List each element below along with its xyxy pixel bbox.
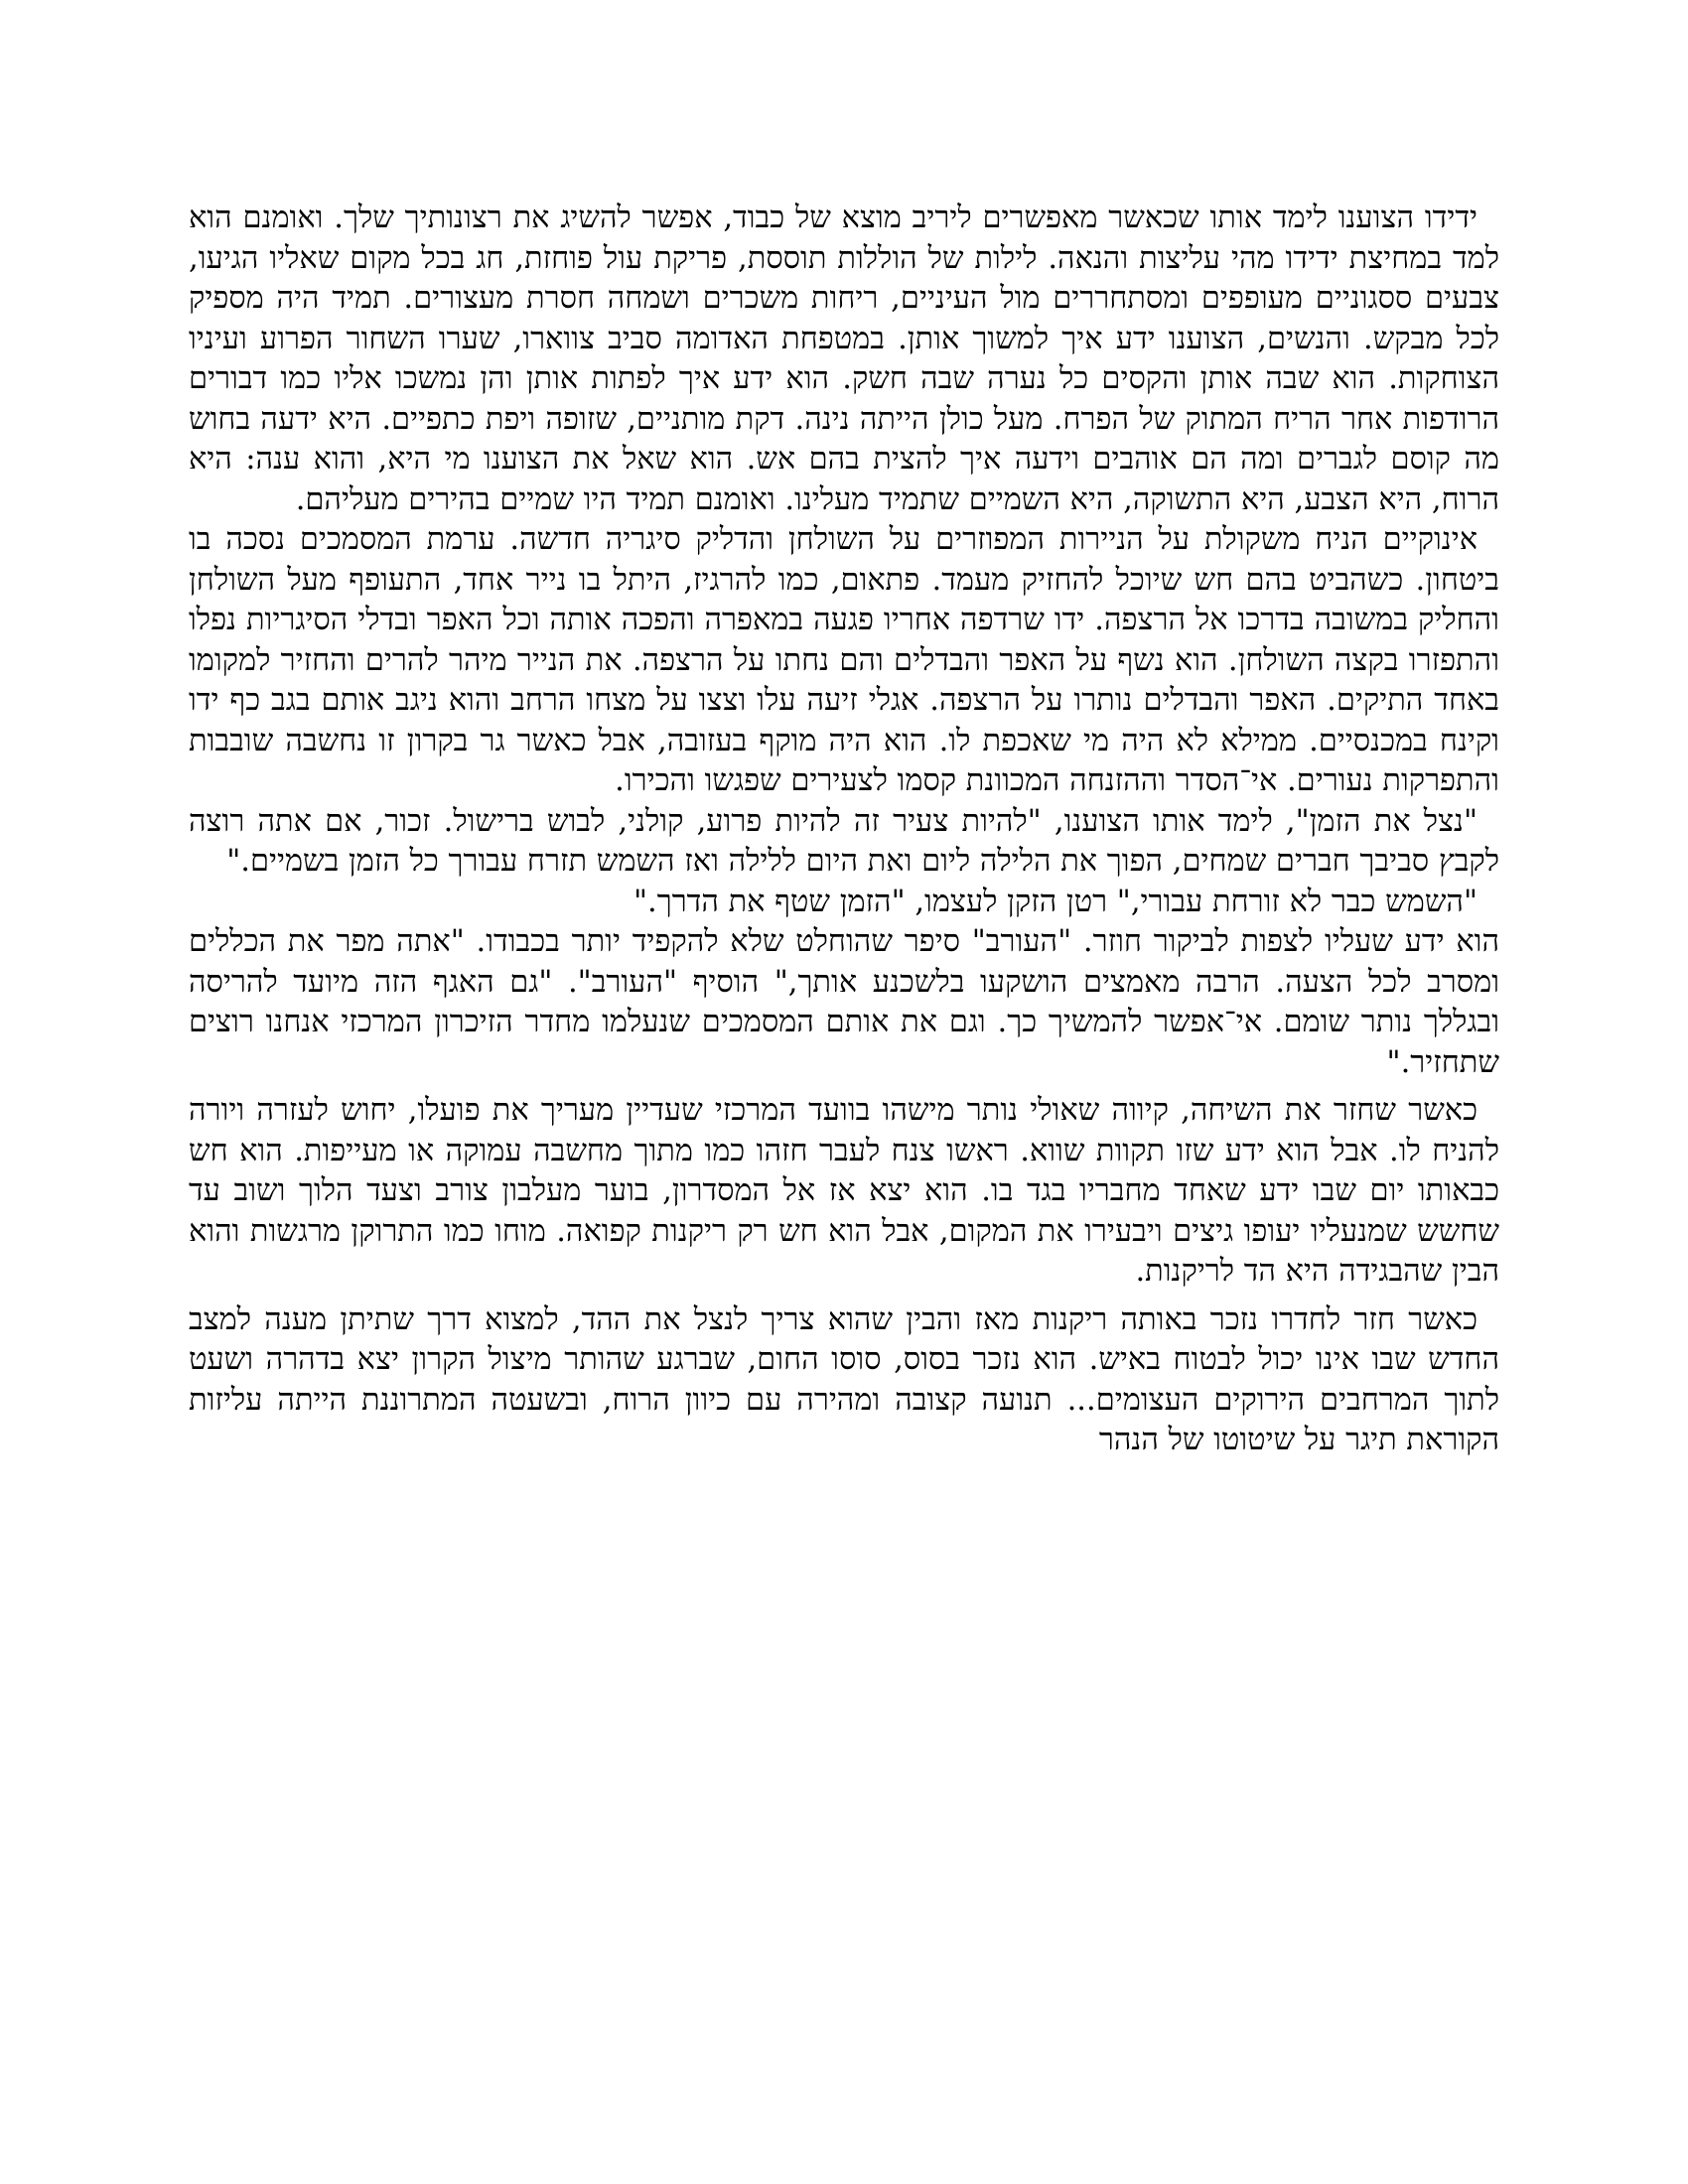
paragraph: הוא ידע שעליו לצפות לביקור חוזר. "העורב" סיפר שהוחלט שלא להקפיד יותר בכבודו. "אתה מפר את הכללים ומסרב לכל הצעה. הרבה מאמצים הושקעו בלשכנע אותך," הוסיף "העורב". "גם האגף הזה מיועד להריסה ובגללך נותר שומם. אי־אפשר להמשיך כך. וגם את אותם המסמכים שנעלמו מחדר הזיכרון המרכזי אנחנו רוצים שתחזיר." — [189, 924, 1499, 1080]
paragraph: "נצל את הזמן", לימד אותו הצוענו, "להיות צעיר זה להיות פרוע, קולני, לבוש ברישול. זכור, אם אתה רוצה לקבץ סביבך חברים שמחים, הפוך את הלילה ליום ואת היום ללילה ואז השמש תזרח עבורך כל הזמן בשמיים." — [189, 803, 1499, 879]
paragraph: "השמש כבר לא זורחת עבורי," רטן הזקן לעצמו, "הזמן שטף את הדרך." — [633, 884, 1477, 919]
paragraph: אינוקיים הניח משקולת על הניירות המפוזרים על השולחן והדליק סיגריה חדשה. ערמת המסמכים נסכה בו ביטחון. כשהביט בהם חש שיוכל להחזיק מעמד. פתאום, כמו להרגיז, היתל בו נייר אחד, התעופף מעל השולחן והחליק במשובה בדרכו אל הרצפה. ידו שרדפה אחריו פגעה במאפרה והפכה אותה וכל האפר ובדלי הסיגריות נפלו והתפזרו בקצה השולחן. הוא נשף על האפר והבדלים והם נחתו על הרצפה. את הנייר מיהר להרים והחזיר למקומו באחד התיקים. האפר והבדלים נותרו על הרצפה. אגלי זיעה עלו וצצו על מצחו הרחב והוא ניגב אותם בגב כף ידו וקינח במכנסיים. ממילא לא היה מי שאכפת לו. הוא היה מוקף בעזובה, אבל כאשר גר בקרון זו נחשבה שובבות והתפרקות נעורים. אי־הסדר וההזנחה המכוונת קסמו לצעירים שפגשו והכירו. — [189, 522, 1499, 798]
paragraph: ידידו הצוענו לימד אותו שכאשר מאפשרים ליריב מוצא של כבוד, אפשר להשיג את רצונותיך שלך. ואומנם הוא למד במחיצת ידידו מהי עליצות והנאה. לילות של הוללות תוססת, פריקת עול פוחזת, חג בכל מקום שאליו הגיעו, צבעים ססגוניים מעופפים ומסתחררים מול העיניים, ריחות משכרים ושמחה חסרת מעצורים. תמיד היה מספיק לכל מבקש. והנשים, הצוענו ידע איך למשוך אותן. במטפחת האדומה סביב צווארו, שערו השחור הפרוע ועיניו הצוחקות. הוא שבה אותן והקסים כל נערה שבה חשק. הוא ידע איך לפתות אותן והן נמשכו אליו כמו דבורים הרודפות אחר הריח המתוק של הפרח. מעל כולן הייתה נינה. דקת מותניים, שזופה ויפת כתפיים. היא ידעה בחוש מה קוסם לגברים ומה הם אוהבים וידעה איך להצית בהם אש. הוא שאל את הצוענו מי היא, והוא ענה: היא הרוח, היא הצבע, היא התשוקה, היא השמיים שתמיד מעלינו. ואומנם תמיד היו שמיים בהירים מעליהם. — [189, 201, 1499, 517]
paragraph: כאשר חזר לחדרו נזכר באותה ריקנות מאז והבין שהוא צריך לנצל את ההד, למצוא דרך שתיתן מענה למצב החדש שבו אינו יכול לבטוח באיש. הוא נזכר בסוס, סוסו החום, שברגע שהותר מיצול הקרון יצא בדהרה ושעט לתוך המרחבים הירוקים העצומים... תנועה קצובה ומהירה עם כיוון הרוח, ובשעטה המתרוננת הייתה עליזות הקוראת תיגר על שיטוטו של הנהר — [189, 1301, 1499, 1457]
paragraph: כאשר שחזר את השיחה, קיווה שאולי נותר מישהו בוועד המרכזי שעדיין מעריך את פועלו, יחוש לעזרה ויורה להניח לו. אבל הוא ידע שזו תקוות שווא. ראשו צנח לעבר חזהו כמו מתוך מחשבה עמוקה או מעייפות. הוא חש כבאותו יום שבו ידע שאחד מחבריו בגד בו. הוא יצא אז אל המסדרון, בוער מעלבון צורב וצעד הלוך ושוב עד שחשש שמנעליו יעופו גיצים ויבעירו את המקום, אבל הוא חש רק ריקנות קפואה. מוחו כמו התרוקן מרגשות והוא הבין שהבגידה היא הד לריקנות. — [189, 1093, 1499, 1289]
